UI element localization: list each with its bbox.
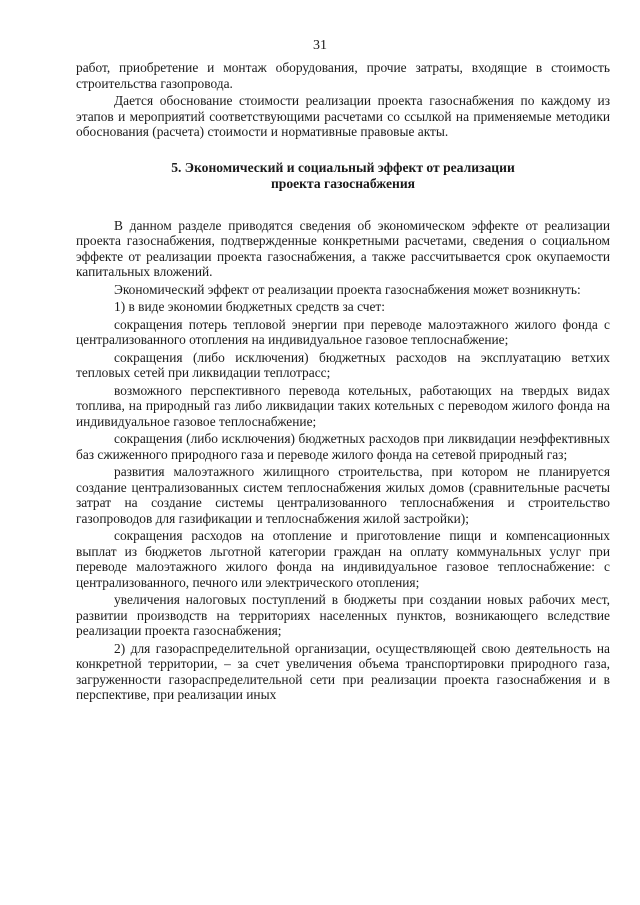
page-content <box>76 60 610 705</box>
page-number: 31 <box>313 38 327 53</box>
list-item: сокращения (либо исключения) бюджетных расходов на эксплуатацию ветхих тепловых сетей при ликвидации теплотрасс; <box>76 349 610 380</box>
paragraph: Дается обоснование стоимости реализации проекта газоснабжения по каждому из этапов и мероприятий соответствующими расчетами со ссылкой на применяемые методики обоснования (расчета) стоимости и нормативные правовые акты. <box>76 93 610 139</box>
paragraph: В данном разделе приводятся сведения об экономическом эффекте от реализации проекта газоснабжения, подтвержденные конкретными расчетами, сведения о социальном эффекте от реализации проекта газоснабжения, а также рассчитывается срок окупаемости капитальных вложений. <box>76 217 610 279</box>
list-item: возможного перспективного перевода котельных, работающих на твердых видах топлива, на природный газ либо ликвидации таких котельных с переводом жилого фонда на индивидуальное газовое теплоснабжение; <box>76 382 610 429</box>
list-item: 2) для газораспределительной организации, осуществляющей свою деятельность на конкретной территории, – за счет увеличения объема транспортировки природного газа, загруженности газораспределительной сети при реализации проекта газоснабжения и в перспективе, при реализации иных <box>76 640 610 702</box>
section-heading <box>76 160 610 192</box>
list-item: 1) в виде экономии бюджетных средств за счет: <box>114 299 386 314</box>
list-item: сокращения расходов на отопление и приготовление пищи и компенсационных выплат из бюджетов льготной категории граждан на оплату коммунальных услуг при переводе малоэтажного жилого фонда на индивидуальное газовое теплоснабжение: с централизованного, печного или электрического отопления; <box>76 528 610 590</box>
list-item: увеличения налоговых поступлений в бюджеты при создании новых рабочих мест, развитии производств на территориях населенных пунктов, возникающего вследствие реализации проекта газоснабжения; <box>76 592 610 638</box>
paragraph: Экономический эффект от реализации проекта газоснабжения может возникнуть: <box>114 281 581 297</box>
paragraph: работ, приобретение и монтаж оборудования, прочие затраты, входящие в стоимость строительства газопровода. <box>76 60 610 91</box>
list-item: развития малоэтажного жилищного строительства, при котором не планируется создание централизованных систем теплоснабжения жилых домов (сравнительные расчеты затрат на создание системы централизованного теплоснабжения и строительство газопроводов для газификации и теплоснабжения жилой застройки); <box>76 464 610 526</box>
section-heading-line-2: проекта газоснабжения <box>270 175 416 191</box>
list-item: сокращения потерь тепловой энергии при переводе малоэтажного жилого фонда с централизованного отопления на индивидуальное газовое теплоснабжение; <box>76 316 610 347</box>
section-heading-line-1: 5. Экономический и социальный эффект от реализации <box>171 159 515 175</box>
list-item: сокращения (либо исключения) бюджетных расходов при ликвидации неэффективных баз сжиженного природного газа и переводе жилого фонда на сетевой природный газ; <box>76 431 610 462</box>
